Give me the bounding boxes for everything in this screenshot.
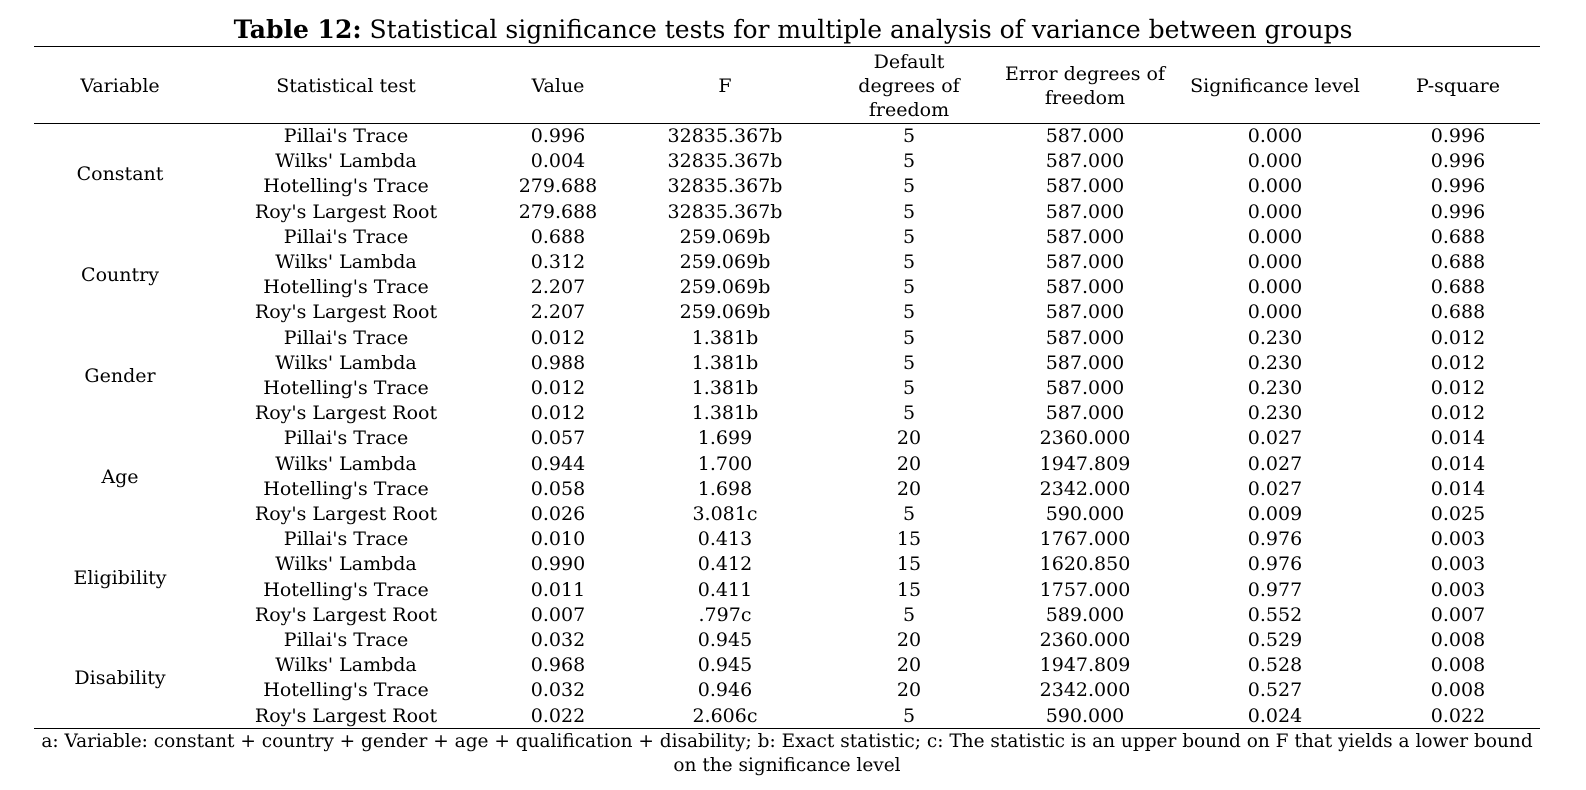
cell-significance-level: 0.230 — [1247, 402, 1303, 425]
cell-p-square: 0.996 — [1430, 150, 1486, 173]
cell-statistical-test: Pillai's Trace — [283, 528, 409, 551]
group-variable: Country — [81, 264, 159, 287]
cell-p-square: 0.025 — [1430, 503, 1486, 525]
cell-value: 0.944 — [530, 452, 586, 475]
cell-f: 32835.367b — [667, 175, 783, 198]
cell-significance-level: 0.527 — [1247, 679, 1303, 702]
cell-value: 0.312 — [530, 251, 586, 273]
cell-default-df: 5 — [902, 150, 916, 173]
cell-default-df: 5 — [902, 351, 916, 374]
header-value: Value — [531, 74, 585, 97]
cell-value: 279.688 — [518, 175, 598, 198]
cell-statistical-test: Roy's Largest Root — [254, 402, 438, 425]
cell-f: 0.945 — [697, 629, 753, 651]
cell-error-df: 589.000 — [1045, 603, 1125, 626]
cell-significance-level: 0.000 — [1247, 200, 1303, 223]
cell-statistical-test: Wilks' Lambda — [275, 553, 417, 576]
cell-value: 0.996 — [530, 125, 586, 147]
cell-value: 0.990 — [530, 553, 586, 576]
cell-f: 0.946 — [697, 679, 753, 702]
cell-default-df: 20 — [896, 427, 922, 450]
cell-f: 2.606c — [692, 704, 758, 727]
cell-f: 0.411 — [697, 578, 753, 601]
cell-default-df: 5 — [902, 503, 916, 525]
cell-value: 2.207 — [530, 276, 586, 299]
cell-significance-level: 0.027 — [1247, 477, 1303, 500]
group-variable: Eligibility — [73, 566, 167, 589]
cell-error-df: 1620.850 — [1039, 553, 1131, 576]
group-variable: Constant — [76, 163, 164, 186]
cell-statistical-test: Hotelling's Trace — [263, 276, 429, 299]
cell-error-df: 587.000 — [1045, 326, 1125, 349]
cell-value: 0.032 — [530, 629, 586, 651]
cell-f: 1.700 — [697, 452, 753, 475]
cell-significance-level: 0.230 — [1247, 377, 1303, 399]
cell-statistical-test: Pillai's Trace — [283, 629, 409, 651]
cell-statistical-test: Wilks' Lambda — [275, 654, 417, 677]
cell-statistical-test: Pillai's Trace — [283, 125, 409, 147]
header-f: F — [718, 74, 732, 97]
cell-significance-level: 0.976 — [1247, 553, 1303, 576]
table-caption-label: Table 12: — [233, 15, 362, 44]
cell-f: 1.381b — [691, 377, 759, 399]
cell-f: 0.413 — [697, 528, 753, 551]
cell-error-df: 2360.000 — [1039, 427, 1131, 450]
cell-default-df: 20 — [896, 679, 922, 702]
cell-error-df: 587.000 — [1045, 150, 1125, 173]
cell-default-df: 5 — [902, 225, 916, 248]
cell-statistical-test: Hotelling's Trace — [263, 477, 429, 500]
cell-p-square: 0.003 — [1430, 553, 1486, 576]
cell-error-df: 590.000 — [1045, 704, 1125, 727]
table-caption-text: Statistical significance tests for multiple analysis of variance between groups — [369, 15, 1353, 44]
cell-statistical-test: Hotelling's Trace — [263, 175, 429, 198]
cell-default-df: 5 — [902, 402, 916, 425]
cell-error-df: 1947.809 — [1039, 452, 1131, 475]
cell-f: 3.081c — [692, 503, 758, 525]
cell-significance-level: 0.027 — [1247, 427, 1303, 450]
header-statistical-test: Statistical test — [276, 74, 416, 97]
cell-significance-level: 0.009 — [1247, 503, 1303, 525]
cell-default-df: 15 — [896, 578, 922, 601]
cell-error-df: 587.000 — [1045, 200, 1125, 223]
cell-error-df: 587.000 — [1045, 402, 1125, 425]
cell-error-df: 587.000 — [1045, 175, 1125, 198]
cell-significance-level: 0.000 — [1247, 175, 1303, 198]
cell-p-square: 0.012 — [1430, 402, 1486, 425]
cell-value: 279.688 — [518, 200, 598, 223]
group-variable: Disability — [74, 667, 166, 690]
cell-value: 0.012 — [530, 377, 586, 399]
cell-statistical-test: Roy's Largest Root — [254, 200, 438, 223]
cell-value: 2.207 — [530, 301, 586, 324]
cell-significance-level: 0.977 — [1247, 578, 1303, 601]
cell-f: 32835.367b — [667, 125, 783, 147]
table-caption — [0, 14, 1586, 46]
cell-error-df: 2342.000 — [1039, 679, 1131, 702]
cell-f: 259.069b — [679, 251, 771, 273]
cell-statistical-test: Pillai's Trace — [283, 225, 409, 248]
cell-p-square: 0.003 — [1430, 528, 1486, 551]
cell-f: 1.381b — [691, 351, 759, 374]
cell-f: 1.381b — [691, 326, 759, 349]
cell-p-square: 0.022 — [1430, 704, 1486, 727]
cell-statistical-test: Hotelling's Trace — [263, 578, 429, 601]
cell-statistical-test: Wilks' Lambda — [275, 351, 417, 374]
cell-error-df: 1757.000 — [1039, 578, 1131, 601]
cell-statistical-test: Pillai's Trace — [283, 427, 409, 450]
cell-default-df: 15 — [896, 553, 922, 576]
cell-statistical-test: Wilks' Lambda — [275, 150, 417, 173]
cell-p-square: 0.008 — [1430, 654, 1486, 677]
header-variable: Variable — [80, 74, 160, 97]
cell-statistical-test: Roy's Largest Root — [254, 603, 438, 626]
cell-statistical-test: Pillai's Trace — [283, 326, 409, 349]
cell-significance-level: 0.552 — [1247, 603, 1303, 626]
cell-f: 259.069b — [679, 276, 771, 299]
cell-f: 1.699 — [697, 427, 753, 450]
cell-statistical-test: Wilks' Lambda — [275, 251, 417, 273]
cell-default-df: 5 — [902, 175, 916, 198]
header-default-df: Default degrees of freedom — [858, 50, 960, 121]
group-variable: Age — [101, 465, 139, 488]
cell-default-df: 20 — [896, 654, 922, 677]
cell-f: 32835.367b — [667, 150, 783, 173]
cell-significance-level: 0.027 — [1247, 452, 1303, 475]
cell-value: 0.022 — [530, 704, 586, 727]
cell-value: 0.010 — [530, 528, 586, 551]
cell-significance-level: 0.528 — [1247, 654, 1303, 677]
cell-error-df: 587.000 — [1045, 377, 1125, 399]
cell-p-square: 0.996 — [1430, 175, 1486, 198]
cell-p-square: 0.008 — [1430, 629, 1486, 651]
group-variable: Gender — [84, 364, 156, 387]
cell-p-square: 0.996 — [1430, 200, 1486, 223]
cell-value: 0.004 — [530, 150, 586, 173]
cell-statistical-test: Roy's Largest Root — [254, 704, 438, 727]
cell-value: 0.057 — [530, 427, 586, 450]
cell-p-square: 0.688 — [1430, 276, 1486, 299]
cell-error-df: 1767.000 — [1039, 528, 1131, 551]
cell-default-df: 15 — [896, 528, 922, 551]
cell-error-df: 587.000 — [1045, 125, 1125, 147]
cell-value: 0.012 — [530, 326, 586, 349]
cell-significance-level: 0.000 — [1247, 301, 1303, 324]
cell-default-df: 20 — [896, 629, 922, 651]
cell-p-square: 0.007 — [1430, 603, 1486, 626]
cell-f: 1.698 — [697, 477, 753, 500]
cell-default-df: 5 — [902, 704, 916, 727]
cell-value: 0.026 — [530, 503, 586, 525]
cell-f: 259.069b — [679, 225, 771, 248]
cell-significance-level: 0.976 — [1247, 528, 1303, 551]
cell-p-square: 0.012 — [1430, 351, 1486, 374]
cell-error-df: 587.000 — [1045, 251, 1125, 273]
cell-value: 0.968 — [530, 654, 586, 677]
cell-p-square: 0.012 — [1430, 377, 1486, 399]
cell-error-df: 587.000 — [1045, 276, 1125, 299]
cell-significance-level: 0.230 — [1247, 326, 1303, 349]
header-p-square: P-square — [1416, 74, 1500, 97]
cell-error-df: 587.000 — [1045, 351, 1125, 374]
cell-significance-level: 0.000 — [1247, 150, 1303, 173]
cell-value: 0.012 — [530, 402, 586, 425]
cell-default-df: 5 — [902, 603, 916, 626]
header-significance-level: Significance level — [1190, 74, 1360, 97]
cell-p-square: 0.014 — [1430, 477, 1486, 500]
cell-p-square: 0.688 — [1430, 251, 1486, 273]
cell-significance-level: 0.024 — [1247, 704, 1303, 727]
cell-f: .797c — [698, 603, 752, 626]
cell-value: 0.007 — [530, 603, 586, 626]
cell-error-df: 1947.809 — [1039, 654, 1131, 677]
cell-p-square: 0.012 — [1430, 326, 1486, 349]
cell-error-df: 587.000 — [1045, 301, 1125, 324]
cell-error-df: 590.000 — [1045, 503, 1125, 525]
cell-f: 32835.367b — [667, 200, 783, 223]
cell-statistical-test: Hotelling's Trace — [263, 679, 429, 702]
cell-p-square: 0.688 — [1430, 301, 1486, 324]
cell-value: 0.011 — [530, 578, 586, 601]
cell-statistical-test: Wilks' Lambda — [275, 452, 417, 475]
header-error-df: Error degrees of freedom — [1005, 62, 1165, 109]
cell-p-square: 0.014 — [1430, 452, 1486, 475]
cell-significance-level: 0.000 — [1247, 125, 1303, 147]
cell-f: 259.069b — [679, 301, 771, 324]
top-rule — [34, 46, 1540, 47]
cell-default-df: 5 — [902, 200, 916, 223]
cell-value: 0.988 — [530, 351, 586, 374]
cell-default-df: 5 — [902, 276, 916, 299]
cell-significance-level: 0.529 — [1247, 629, 1303, 651]
cell-error-df: 2342.000 — [1039, 477, 1131, 500]
cell-value: 0.058 — [530, 477, 586, 500]
cell-error-df: 2360.000 — [1039, 629, 1131, 651]
table-footnote: a: Variable: constant + country + gender + age + qualification + disability; b: Exact statistic; c: The statistic is an upper bound on F that yields a lower bound on the significance level — [41, 731, 1533, 776]
cell-f: 1.381b — [691, 402, 759, 425]
cell-statistical-test: Roy's Largest Root — [254, 301, 438, 324]
cell-error-df: 587.000 — [1045, 225, 1125, 248]
cell-default-df: 5 — [902, 125, 916, 147]
cell-default-df: 5 — [902, 251, 916, 273]
cell-default-df: 20 — [896, 452, 922, 475]
cell-default-df: 5 — [902, 377, 916, 399]
cell-p-square: 0.688 — [1430, 225, 1486, 248]
cell-default-df: 20 — [896, 477, 922, 500]
cell-significance-level: 0.000 — [1247, 225, 1303, 248]
cell-p-square: 0.996 — [1430, 125, 1486, 147]
cell-f: 0.412 — [697, 553, 753, 576]
cell-default-df: 5 — [902, 326, 916, 349]
cell-f: 0.945 — [697, 654, 753, 677]
cell-statistical-test: Hotelling's Trace — [263, 377, 429, 399]
cell-statistical-test: Roy's Largest Root — [254, 503, 438, 525]
cell-p-square: 0.014 — [1430, 427, 1486, 450]
cell-value: 0.032 — [530, 679, 586, 702]
cell-significance-level: 0.000 — [1247, 276, 1303, 299]
cell-significance-level: 0.230 — [1247, 351, 1303, 374]
bottom-rule — [34, 728, 1540, 729]
cell-p-square: 0.003 — [1430, 578, 1486, 601]
cell-p-square: 0.008 — [1430, 679, 1486, 702]
cell-value: 0.688 — [530, 225, 586, 248]
cell-significance-level: 0.000 — [1247, 251, 1303, 273]
cell-default-df: 5 — [902, 301, 916, 324]
